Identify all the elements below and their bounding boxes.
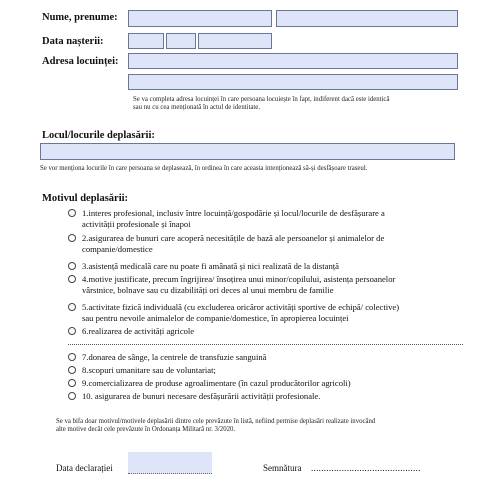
last-name-field[interactable] — [128, 10, 272, 27]
reason-text-4a: 4.motive justificate, precum îngrijirea/ însoțirea unui minor/copilului, asistența persoanelor — [82, 274, 396, 284]
radio-button-5[interactable] — [68, 303, 76, 311]
radio-button-4[interactable] — [68, 275, 76, 283]
reason-text-2b: companie/domestice — [82, 244, 153, 254]
dotted-separator — [68, 344, 463, 345]
birth-year-field[interactable] — [198, 33, 272, 49]
reason-text-1b: activității profesionale și înapoi — [82, 219, 191, 229]
declaration-date-label: Data declarației — [56, 463, 113, 473]
radio-button-6[interactable] — [68, 327, 76, 335]
reason-text-3: 3.asistență medicală care nu poate fi amânată și nici realizată de la distanță — [82, 261, 339, 271]
reason-text-8: 8.scopuri umanitare sau de voluntariat; — [82, 365, 216, 375]
reason-text-6: 6.realizarea de activități agricole — [82, 326, 195, 336]
locations-label: Locul/locurile deplasării: — [42, 130, 155, 141]
radio-button-7[interactable] — [68, 353, 76, 361]
signature-label: Semnătura — [263, 463, 302, 473]
declaration-date-field[interactable] — [128, 452, 212, 474]
reason-text-1a: 1.interes profesional, inclusiv între locuință/gospodărie și locul/locurile de desfășurare a — [82, 208, 385, 218]
radio-button-10[interactable] — [68, 392, 76, 400]
address-field-line1[interactable] — [128, 53, 458, 69]
reasons-label: Motivul deplasării: — [42, 193, 129, 204]
radio-button-8[interactable] — [68, 366, 76, 374]
address-field-line2[interactable] — [128, 74, 458, 90]
reason-text-5b: sau pentru nevoile animalelor de companie/domestice, în apropierea locuinței — [82, 313, 349, 323]
birth-month-field[interactable] — [166, 33, 196, 49]
reason-text-10: 10. asigurarea de bunuri necesare desfășurării activității profesionale. — [82, 391, 321, 401]
locations-field[interactable] — [40, 143, 455, 160]
signature-line[interactable]: ........................................... — [311, 463, 421, 473]
reason-text-9: 9.comercializarea de produse agroalimentare (în cazul producătorilor agricoli) — [82, 378, 351, 388]
reason-text-7: 7.donarea de sânge, la centrele de transfuzie sanguină — [82, 352, 267, 362]
radio-button-9[interactable] — [68, 379, 76, 387]
radio-button-2[interactable] — [68, 234, 76, 242]
address-note-line1: Se va completa adresa locuinței în care persoana locuiește în fapt, indiferent dacă este identică — [133, 96, 390, 103]
birth-day-field[interactable] — [128, 33, 164, 49]
reason-text-5a: 5.activitate fizică individuală (cu excluderea oricăror activități sportive de echipă/ colective) — [82, 302, 400, 312]
birth-date-label: Data nașterii: — [42, 36, 104, 47]
address-label: Adresa locuinței: — [42, 56, 119, 67]
first-name-field[interactable] — [276, 10, 458, 27]
radio-button-1[interactable] — [68, 209, 76, 217]
locations-note: Se vor menționa locurile în care persoana se deplasează, în ordinea în care aceasta intenționează să-și desfășoare traseul. — [40, 165, 368, 172]
footer-note-line2: alte motive decât cele prevăzute în Ordonanța Militară nr. 3/2020. — [56, 426, 236, 433]
footer-note — [56, 418, 496, 434]
reason-text-4b: vârstnice, bolnave sau cu dizabilități ori deces al unui membru de familie — [82, 285, 334, 295]
address-note-line2: sau nu cu cea menționată în actul de identitate. — [133, 104, 261, 111]
radio-button-3[interactable] — [68, 262, 76, 270]
name-label: Nume, prenume: — [42, 12, 118, 23]
footer-note-line1: Se va bifa doar motivul/motivele deplasării dintre cele prevăzute în listă, nefiind permise deplasări realizate invocând — [56, 418, 376, 425]
address-note — [133, 96, 463, 112]
reason-text-2a: 2.asigurarea de bunuri care acoperă necesitățile de bază ale persoanelor și animalelor de — [82, 233, 385, 243]
